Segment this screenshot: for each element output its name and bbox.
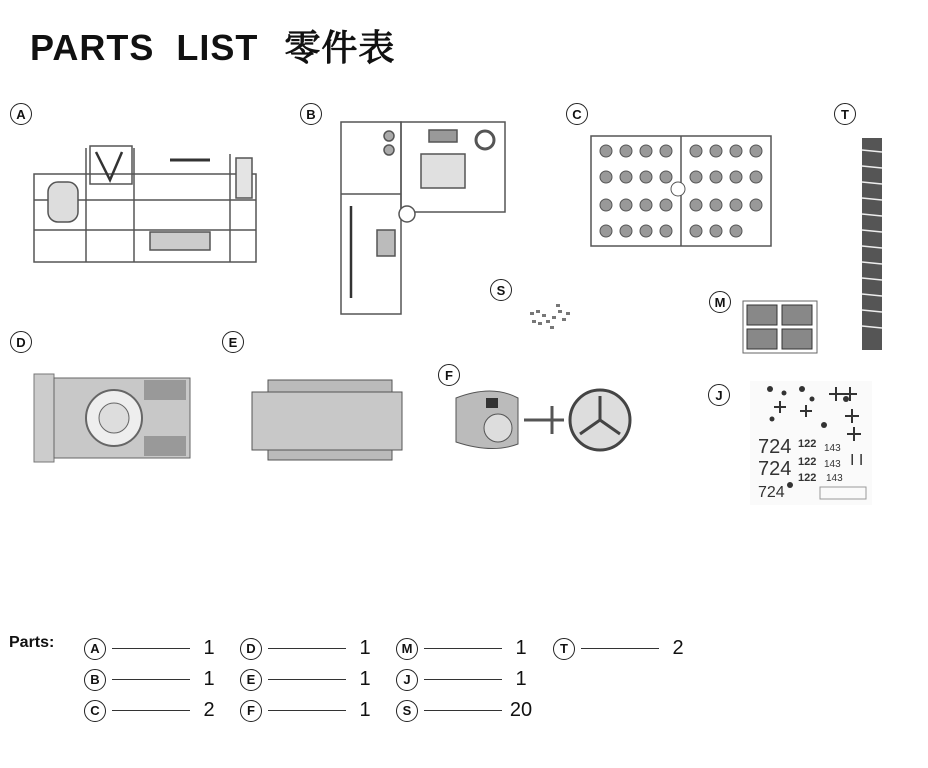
sprue-badge-s: S [490, 279, 512, 301]
parts-badge-s: S [396, 700, 418, 722]
parts-badge-f: F [240, 700, 262, 722]
hull-bottom-e-image [248, 378, 408, 462]
sprue-badge-t: T [834, 103, 856, 125]
parts-label: Parts: [9, 634, 55, 651]
leader-line [268, 710, 346, 711]
page-title-en: PARTS LIST [30, 27, 259, 68]
decal-roman-numeral: I I [850, 452, 864, 469]
leader-line [112, 679, 190, 680]
parts-badge-e: E [240, 669, 262, 691]
sprue-badge-b: B [300, 103, 322, 125]
leader-line [424, 710, 502, 711]
parts-row-t [553, 637, 693, 660]
parts-row-f [240, 699, 380, 722]
parts-qty-j: 1 [515, 668, 527, 690]
hull-top-d-image [32, 368, 194, 468]
leader-line [424, 679, 502, 680]
decal-number-122-c: 122 [798, 472, 817, 484]
parts-qty-a: 1 [203, 637, 215, 659]
parts-row-j [396, 668, 536, 691]
decal-number-143-a: 143 [824, 443, 841, 454]
parts-qty-t: 2 [672, 637, 684, 659]
page-title [30, 20, 395, 71]
parts-row-m [396, 637, 536, 660]
parts-qty-c: 2 [203, 699, 215, 721]
decal-number-143-b: 143 [824, 459, 841, 470]
parts-qty-m: 1 [515, 637, 527, 659]
decal-sheet-j-image [750, 381, 872, 505]
track-t-image [860, 136, 884, 352]
parts-badge-j: J [396, 669, 418, 691]
sprue-badge-e: E [222, 331, 244, 353]
photoetch-m-image [742, 300, 818, 354]
decal-number-724-a: 724 [758, 436, 792, 458]
parts-row-b [84, 668, 224, 691]
sprue-badge-a: A [10, 103, 32, 125]
parts-badge-d: D [240, 638, 262, 660]
sprue-badge-m: M [709, 291, 731, 313]
sprue-b-image [337, 118, 509, 318]
sprue-badge-d: D [10, 331, 32, 353]
parts-s-image [526, 300, 574, 336]
leader-line [424, 648, 502, 649]
leader-line [112, 710, 190, 711]
parts-row-d [240, 637, 380, 660]
leader-line [581, 648, 659, 649]
parts-badge-m: M [396, 638, 418, 660]
parts-badge-c: C [84, 700, 106, 722]
parts-row-a [84, 637, 224, 660]
sprue-badge-c: C [566, 103, 588, 125]
decal-number-143-c: 143 [826, 473, 843, 484]
decal-number-122-b: 122 [798, 456, 817, 468]
sprue-badge-j: J [708, 384, 730, 406]
parts-qty-s: 20 [509, 699, 533, 721]
leader-line [268, 648, 346, 649]
sprue-a-image [30, 140, 262, 268]
leader-line [268, 679, 346, 680]
page-title-cn: 零件表 [284, 28, 396, 69]
sprue-c-image [588, 133, 774, 249]
parts-row-c [84, 699, 224, 722]
parts-qty-f: 1 [359, 699, 371, 721]
parts-qty-b: 1 [203, 668, 215, 690]
decal-number-724-b: 724 [758, 458, 792, 480]
parts-badge-t: T [553, 638, 575, 660]
parts-badge-b: B [84, 669, 106, 691]
turret-f-image [452, 384, 634, 456]
leader-line [112, 648, 190, 649]
decal-number-724-c: 724 [758, 484, 785, 501]
parts-qty-e: 1 [359, 668, 371, 690]
parts-row-s [396, 699, 536, 722]
parts-qty-d: 1 [359, 637, 371, 659]
decal-number-122-a: 122 [798, 438, 817, 450]
parts-row-e [240, 668, 380, 691]
sprue-badge-f: F [438, 364, 460, 386]
parts-badge-a: A [84, 638, 106, 660]
